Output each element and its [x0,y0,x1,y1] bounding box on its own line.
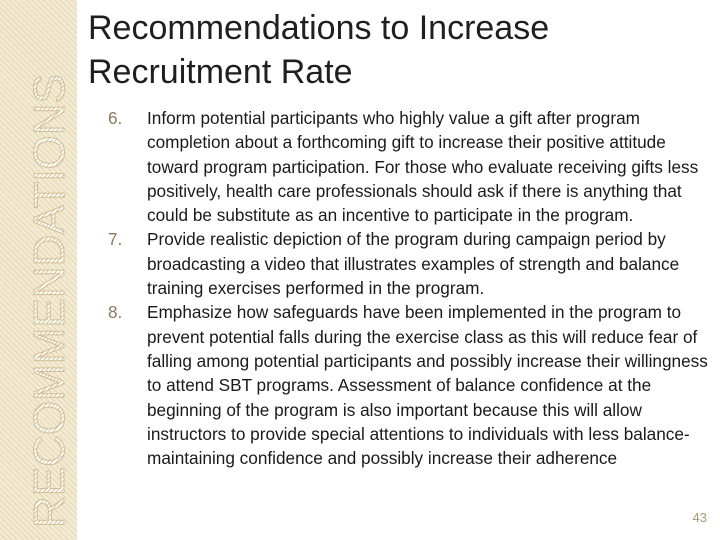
item-number: 7. [108,229,123,250]
page-number: 43 [692,510,707,525]
side-title: RECOMMENDATIONS [25,74,74,528]
list-item [108,106,713,227]
item-text: Provide realistic depiction of the program during campaign period by broadcasting a video that illustrates examples of strength and balance training exercises performed in the program. [147,229,680,299]
item-text: Inform potential participants who highly value a gift after program completion about a forthcoming gift to increase their positive attitude toward program participation. For those who evaluate receiving gifts less positively, health care professionals should ask if there is anything that could be substitute as an incentive to participate in the program. [147,108,699,226]
page-title: Recommendations to Increase Recruitment Rate [88,9,550,91]
list-item [108,300,713,470]
item-number: 6. [108,108,123,128]
list-item [108,227,713,300]
recommendation-list [108,106,713,470]
item-text: Emphasize how safeguards have been implemented in the program to prevent potential falls during the exercise class as this will reduce fear of falling among potential participants and possibly increase their willingness to attend SBT programs. Assessment of balance confidence at the beginning of the program is also important because this will allow instructors to provide special attentions to individuals with less balance-maintaining confidence and possibly increase their adherence [147,302,708,469]
item-number: 8. [108,302,123,323]
